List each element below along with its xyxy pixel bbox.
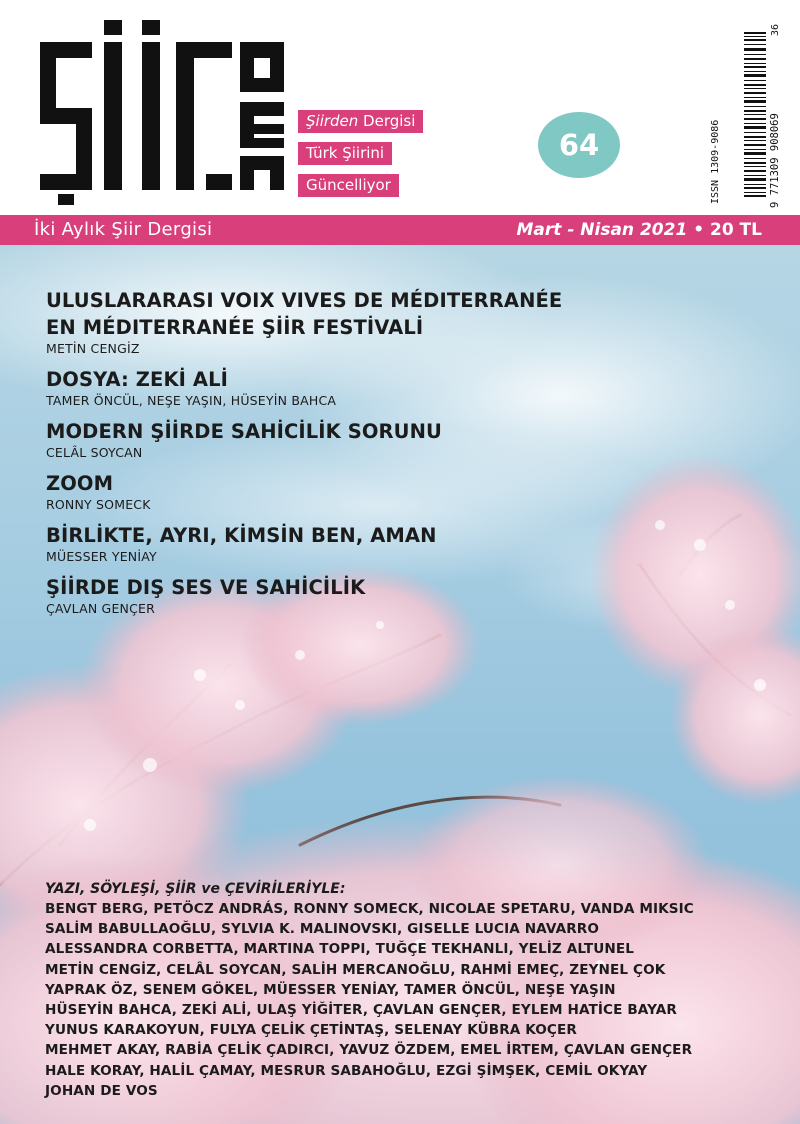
barcode-bars [700,24,780,210]
issue-price: • 20 TL [687,220,762,240]
article-author: ÇAVLAN GENÇER [46,601,156,616]
tagline-label-2: Türk Şiirini [298,142,392,165]
contributors-line: HALE KORAY, HALİL ÇAMAY, MESRUR SABAHOĞLU, EZGİ ŞİMŞEK, CEMİL OKYAY [45,1062,648,1079]
article-title: ULUSLARARASI VOIX VIVES DE MÉDITERRANÉE [46,289,563,312]
contributors-line: JOHAN DE VOS [45,1082,158,1099]
issn-text: ISSN 1309-9086 [710,119,721,204]
article-author: TAMER ÖNCÜL, NEŞE YAŞIN, HÜSEYİN BAHCA [46,393,337,408]
info-band [0,215,800,245]
issue-number-badge: 64 [538,112,620,178]
contributors-line: BENGT BERG, PETÖCZ ANDRÁS, RONNY SOMECK, NICOLAE SPETARU, VANDA MIKSIC [45,901,694,917]
contributors-block [45,880,775,1101]
contributors-line: MEHMET AKAY, RABİA ÇELİK ÇADIRCI, YAVUZ ÖZDEM, EMEL İRTEM, ÇAVLAN GENÇER [45,1042,693,1059]
article-item [46,366,746,409]
contributors-line: ALESSANDRA CORBETTA, MARTINA TOPPI, TUĞÇE TEKHANLI, YELİZ ALTUNEL [45,941,634,958]
article-author: CELÂL SOYCAN [46,445,143,460]
article-title: ZOOM [46,472,114,495]
contributors-line: YAPRAK ÖZ, SENEM GÖKEL, MÜESSER YENİAY, TAMER ÖNCÜL, NEŞE YAŞIN [45,981,616,998]
contributors-line: METİN CENGİZ, CELÂL SOYCAN, SALİH MERCANOĞLU, RAHMİ EMEÇ, ZEYNEL ÇOK [45,961,666,978]
article-item [46,287,746,357]
article-author: RONNY SOMECK [46,497,151,512]
article-list [46,287,746,626]
barcode-addon: 36 [770,24,780,36]
barcode-number: 9 771309 908069 [769,113,780,208]
article-item [46,470,746,513]
article-item [46,574,746,617]
siirden-logo [40,20,285,205]
frequency-label: İki Aylık Şiir Dergisi [34,219,213,240]
article-title: BİRLİKTE, AYRI, KİMSİN BEN, AMAN [46,524,437,547]
contributors-line: YUNUS KARAKOYUN, FULYA ÇELİK ÇETİNTAŞ, SELENAY KÜBRA KOÇER [45,1022,577,1039]
article-title: MODERN ŞİİRDE SAHİCİLİK SORUNU [46,420,442,443]
contributors-line: HÜSEYİN BAHCA, ZEKİ ALİ, ULAŞ YİĞİTER, ÇAVLAN GENÇER, EYLEM HATİCE BAYAR [45,1002,677,1019]
tagline-label-3: Güncelliyor [298,174,399,197]
article-item [46,522,746,565]
article-title: DOSYA: ZEKİ ALİ [46,368,228,391]
barcode [700,24,780,210]
article-title-line2: EN MÉDITERRANÉE ŞİİR FESTİVALİ [46,316,424,339]
contributors-line: SALİM BABULLAOĞLU, SYLVIA K. MALINOVSKI, GISELLE LUCIA NAVARRO [45,921,599,938]
contributors-heading: YAZI, SÖYLEŞİ, ŞİİR ve ÇEVİRİLERİYLE: [45,881,346,897]
article-title: ŞİİRDE DIŞ SES VE SAHİCİLİK [46,576,366,599]
cover-header [0,0,800,215]
cover-photo [0,245,800,1124]
article-author: METİN CENGİZ [46,341,140,356]
issue-date: Mart - Nisan 2021 [516,220,688,240]
article-item [46,418,746,461]
tagline-label-1: Şiirden Dergisi [298,110,423,133]
date-price [517,215,763,245]
article-author: MÜESSER YENİAY [46,549,157,564]
